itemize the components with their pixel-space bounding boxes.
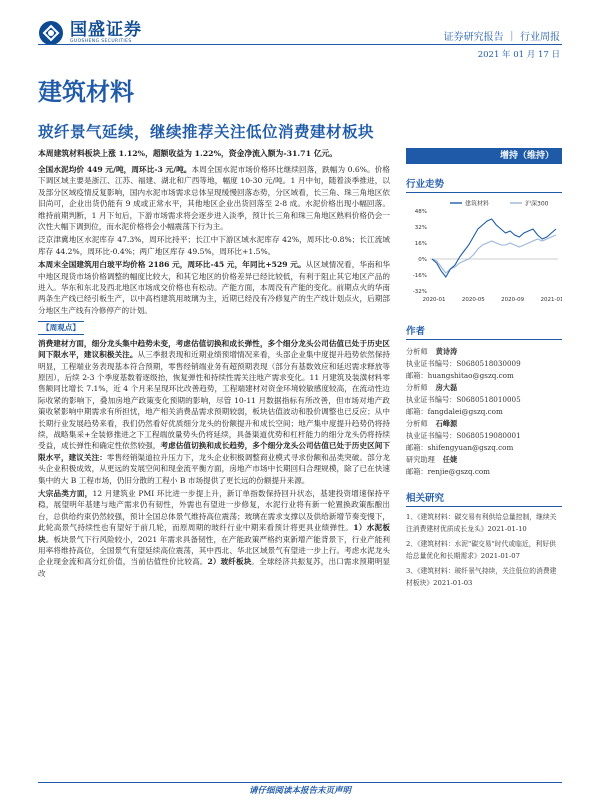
author-value: S0680518010005 <box>456 395 521 404</box>
author-value: S0680519080001 <box>456 431 521 440</box>
footer-rule <box>38 782 562 783</box>
bulk-headline: 大宗品类方面， <box>38 488 93 498</box>
author-line <box>406 454 562 466</box>
author-header: 作者 <box>406 323 562 340</box>
y-tick-label: -16% <box>412 273 427 279</box>
author-line <box>406 370 562 382</box>
y-tick-label: 32% <box>414 225 427 231</box>
author-role: 邮箱： <box>406 443 428 452</box>
glass-text: 从区域情况看，华南和华中地区现货市场价格调整的幅度比较大，和其它地区的价格差异已经比较低，有利于阻止其它地区产品的进入。华东和东北及西北地区市场成交价格也有松动。产能方面，本周没有产能的变化。前期点火的华南两条生产线已经引板生产，以中高档建筑用玻璃为主，近期已经没有冷修复产的生产线计划点火，后期部分地区生产线有冷修停产的计划。 <box>38 260 391 315</box>
author-role: 执业证书编号： <box>406 359 457 368</box>
glass-paragraph <box>38 259 390 316</box>
consumer-text2: 零售经销渠道拉升压力下，龙头企业积极调整商业模式寻求份额和品类突破。部分龙头企业积极成效，从更远的发展空间和现金流平衡方面，房地产市场中长期回归合理规模，除了已在快速集中的大 B 工程市场，仍旧分散的工程小 B 市场提供了更长远的份额提升来源。 <box>38 452 391 485</box>
author-line <box>406 406 562 418</box>
legend-label: 沪深300 <box>525 200 549 208</box>
author-value: 黄诗涛 <box>435 347 458 356</box>
cement-paragraph <box>38 164 390 232</box>
consumer-bold2: 考虑估值切换和成长趋势，多个细分龙头公司估值已处于历史区间下限水平，建议关注： <box>38 441 391 462</box>
report-date: 2021 年 01 月 17 日 <box>477 50 560 60</box>
bulk-cement: 1）水泥板块 <box>38 523 390 544</box>
footer-disclaimer: 请仔细阅读本报告末页声明 <box>248 786 351 796</box>
author-line <box>406 346 562 358</box>
author-value: shifengyuan@gszq.com <box>427 443 514 452</box>
series-line <box>432 219 556 277</box>
related-research-item[interactable]: 2、《建筑材料：水泥"碳交易"时代或临近，利好供给总量优化和长期需求》2021-01-07 <box>406 539 556 561</box>
author-line <box>406 430 562 442</box>
author-role: 邮箱： <box>406 371 428 380</box>
author-role: 分析师 <box>406 347 428 356</box>
author-value: fangdalei@gszq.com <box>427 407 503 416</box>
cement-text: 本周全国水泥市场价格环比继续回落，跌幅为 0.6%。价格下调区域主要是浙江、江苏、福建、湖北和广西等地，幅度 10-30 元/吨。1 月中旬，随着淡季推进，以及部分区域疫情反复影响，国内水泥市场需求总体呈现缓慢回落态势，分区域看，长三角、珠三角地区依旧尚可，企业出货仍能有 9 成或正常水平，其他地区企业出货回落至 2-8 成。水泥价格出现小幅回落。维持前期判断，1 月下旬后，下游市场需求将会逐步进入淡季，预计长三角和珠三角地区熟料价格仍会一次性大幅下调到位，而水泥价格将会小幅震荡下行为主。 <box>38 165 390 232</box>
x-tick-label: 2021-01 <box>540 297 562 303</box>
header-rule <box>38 44 562 45</box>
author-line <box>406 442 562 454</box>
x-tick-label: 2020-09 <box>501 297 525 303</box>
author-value: S0680518030009 <box>456 359 521 368</box>
author-value: renjie@gszq.com <box>427 467 490 476</box>
cement-headline: 全国水泥均价 449 元/吨，周环比-3 元/吨。 <box>38 165 192 174</box>
author-value: huangshitao@gszq.com <box>427 371 514 380</box>
logo-name-en: GUOSHENG SECURITIES <box>70 39 132 44</box>
consumer-text: 从三季报表现和近期业绩预增情况来看，头部企业集中度提升趋势依然保持明显，工程端业务表现基本符合预期，零售经销端业务有超预期表现（部分有基数效应和延迟需求释放等原因），后续 2-3 个季度基数着逐级抬，恢复弹性和持续性需关注地产需求变化。11 月建筑及装潢材料零售额同比增长 7.1%，近 4 个月来呈现环比改善趋势，工程端建材对资金环境较敏感度较高，在流动性边际收紧的影响下，叠加房地产政策变化预期的影响，尽管 10-11 月数据指标有所改善，但市场对地产政策收紧影响中期需求有所担忧，地产相关消费品需求预期较弱，板块估值波动和股价调整也已反应；从中长期行业发展趋势来看，我们仍然看好优质细分龙头的份额提升和成长空间；地产集中度提升趋势仍将持续，战略集采+全装修推进之下工程端放量势头仍将延续，具备渠道优势和杠杆能力的细分龙头仍将持续受益，成长弹性和确定性依然较强， <box>38 350 391 451</box>
bulk-text3: 。全球经济共振复苏，出口需求预期明显改 <box>38 557 390 578</box>
author-role: 分析师 <box>406 383 428 392</box>
author-line <box>406 394 562 406</box>
consumer-building-paragraph <box>38 338 390 486</box>
bulk-fiberglass: 2）玻纤板块 <box>207 557 252 567</box>
author-value: 房大磊 <box>435 383 458 392</box>
related-research-list <box>406 511 562 589</box>
guosheng-logo-icon <box>38 20 64 46</box>
bulk-paragraph <box>38 488 390 579</box>
industry-trend-chart <box>406 197 562 307</box>
main-body <box>38 148 390 581</box>
lead-summary: 本周建筑材料板块上涨 1.12%，超额收益为 1.22%，资金净流入额为-31.71 亿元。 <box>38 149 338 158</box>
report-header <box>0 0 600 62</box>
inventory-paragraph: 泛京津冀地区水泥库存 47.3%，周环比持平；长江中下游区域水泥库存 42%，周环比-0.8%；长江流域库存 44.2%，周环比-0.4%；两广地区库存 49.5%，周环比+1.5%。 <box>38 235 390 256</box>
report-title: 玻纤景气延续，继续推荐关注低位消费建材板块 <box>38 122 375 141</box>
section-weekly-view: 【周观点】 <box>38 321 84 334</box>
logo-name-cn: 国盛证券 <box>70 20 142 40</box>
author-line <box>406 382 562 394</box>
rating-badge: 增持（维持） <box>406 148 562 164</box>
author-list <box>406 346 562 478</box>
y-tick-label: 0% <box>418 257 427 263</box>
sidebar <box>406 148 562 591</box>
author-line <box>406 418 562 430</box>
x-tick-label: 2020-05 <box>461 297 485 303</box>
report-type: 证券研究报告 ｜ 行业周报 <box>443 32 560 43</box>
series-line <box>432 235 556 273</box>
author-role: 分析师 <box>406 419 428 428</box>
author-value: 石峰源 <box>435 419 458 428</box>
author-role: 研究助理 <box>406 455 435 464</box>
author-role: 执业证书编号： <box>406 431 457 440</box>
bulk-text2: 。板块景气下行风险较小，2021 年需求具备韧性，在产能政策严格约束新增产能背景下，行业产能利用率将维持高位，全国景气有望延续高位震荡，其中西北、华北区域景气有望进一步上行。考虑水泥龙头企业现金流和高分红价值，当前估值性价比较高。 <box>38 534 391 567</box>
industry-name: 建筑材料 <box>38 78 134 106</box>
related-research-item[interactable]: 1、《建筑材料：碳交易有利供给总量控制，继续关注消费建材优质成长龙头》2021-01-10 <box>406 513 557 534</box>
author-value: 任婕 <box>442 455 458 464</box>
related-research-item[interactable]: 3、《建筑材料：玻纤景气持续，关注低位的消费建材板块》2021-01-03 <box>406 566 557 588</box>
author-role: 执业证书编号： <box>406 395 457 404</box>
glass-headline: 本周末全国建筑用白玻平均价格 2186 元，周环比-45 元，年同比+529 元。 <box>38 260 306 270</box>
y-tick-label: 16% <box>414 241 427 247</box>
x-tick-label: 2020-01 <box>422 297 446 303</box>
legend-label: 建筑材料 <box>465 200 490 208</box>
y-tick-label: -32% <box>412 289 427 295</box>
trend-header: 行业走势 <box>406 176 562 193</box>
author-line <box>406 358 562 370</box>
y-tick-label: 48% <box>414 209 427 215</box>
author-line <box>406 466 562 478</box>
bulk-text: 12 月建筑业 PMI 环比进一步提上升，新订单指数保持回升状态，基建投资增速保持平稳，展望明年基建与地产需求仍有韧性，外需也有望进一步修复，水泥行业将有新一轮置换政策酝酿出台，总供给约束仍然较强，预计全国总体景气维持高位震荡；玻璃在需求支撑以及供给新增节奏变慢下，此轮高景气持续性也有望好于前几轮，而原周期的玻纤行业中期来看预计将更具业绩弹性。 <box>38 488 390 533</box>
author-role: 邮箱： <box>406 407 428 416</box>
related-header: 相关研究 <box>406 490 562 507</box>
company-logo <box>38 20 142 46</box>
consumer-headline: 消费建材方面，细分龙头集中趋势未变，考虑估值切换和成长弹性，多个细分龙头公司估值已处于历史区间下限水平，建议积极关注。 <box>38 338 390 360</box>
author-role: 邮箱： <box>406 467 428 476</box>
